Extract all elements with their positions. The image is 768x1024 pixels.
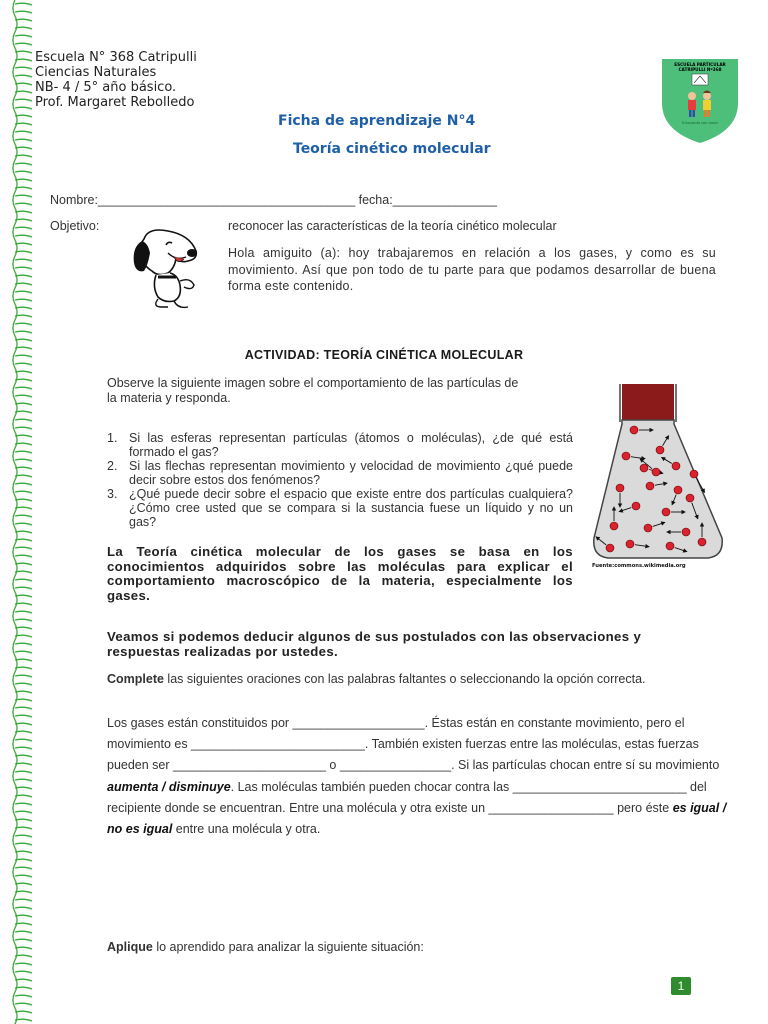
observe-instructions: Observe la siguiente imagen sobre el comportamiento de las partículas de la materia y responda. <box>107 376 519 405</box>
question-item: 2. Si las flechas representan movimiento y velocidad de movimiento ¿qué puede decir sobre estos dos fenómenos? <box>107 459 573 487</box>
complete-instructions <box>107 672 697 687</box>
objective-label: Objetivo: <box>50 219 100 233</box>
fill-text-2: . Las moléculas también pueden chocar contra las _________________________ del recipiente donde se encuentran. Entre una molécula y otra existe un __________________ pero éste <box>107 779 707 815</box>
gas-particles-flask <box>590 378 730 573</box>
apply-keyword: Aplique <box>107 940 153 954</box>
figure-source: Fuente:commons.wikimedia.org <box>592 563 686 569</box>
teacher-name: Prof. Margaret Rebolledo <box>35 95 195 110</box>
activity-title: ACTIVIDAD: TEORÍA CINÉTICA MOLECULAR <box>244 348 524 362</box>
topic-title: Teoría cinético molecular <box>293 141 491 157</box>
option-disminuye[interactable]: disminuye <box>168 779 231 794</box>
deduce-postulates: Veamos si podemos deducir algunos de sus postulados con las observaciones y respuestas realizadas por ustedes. <box>107 629 642 659</box>
school-logo <box>660 55 740 145</box>
fill-text-3: entre una molécula y otra. <box>172 822 321 837</box>
logo-motto: Educando con amor <box>682 121 718 125</box>
page-number: 1 <box>671 977 691 995</box>
school-name: Escuela N° 368 Catripulli <box>35 50 197 65</box>
subject-name: Ciencias Naturales <box>35 65 157 80</box>
fill-text-1: Los gases están constituidos por ___________________. Éstas están en constante movimiento, pero el movimiento es _________________________. También existen fuerzas entre las moléculas, estas fuerzas pueden ser ______________________ o ________________. Si las partículas chocan entre sí su movimiento <box>107 716 720 773</box>
logo-text-2: CATRIPULLI Nº368 <box>678 67 722 72</box>
question-item: 3. ¿Qué puede decir sobre el espacio que existe entre dos partículas cualquiera? ¿Cómo cree usted que se compara si la sustancia fuese un líquido y no un gas? <box>107 487 573 529</box>
complete-rest: las siguientes oraciones con las palabras faltantes o seleccionando la opción correcta. <box>163 672 646 686</box>
vine-border <box>0 0 34 1024</box>
grade-level: NB- 4 / 5° año básico. <box>35 80 177 95</box>
option-aumenta[interactable]: aumenta <box>107 779 159 794</box>
complete-keyword: Complete <box>107 672 164 686</box>
question-item: 1. Si las esferas representan partículas (átomos o moléculas), ¿de qué está formado el gas? <box>107 431 573 459</box>
snoopy-illustration <box>128 225 208 310</box>
logo-text-1: ESCUELA PARTICULAR <box>674 62 726 67</box>
name-date-line: Nombre:_____________________________________ fecha:_______________ <box>50 193 497 207</box>
objective-text: reconocer las características de la teoría cinético molecular <box>228 219 557 233</box>
theory-statement: La Teoría cinética molecular de los gases se basa en los conocimientos adquiridos sobre las moléculas para explicar el comportamiento macroscópico de la materia, especialmente los gases. <box>107 544 573 603</box>
intro-paragraph: Hola amiguito (a): hoy trabajaremos en relación a los gases, y como es su movimiento. Así que pon todo de tu parte para que podamos desarrollar de buena forma este contenido. <box>228 246 716 293</box>
apply-instructions <box>107 940 424 954</box>
option-es-igual[interactable]: es igual <box>672 800 720 815</box>
question-list <box>107 431 573 529</box>
apply-rest: lo aprendido para analizar la siguiente situación: <box>152 940 424 954</box>
school-header <box>35 50 197 110</box>
fill-in-paragraph: Los gases están constituidos por ___________________. Éstas están en constante movimiento, pero el movimiento es _________________________. También existen fuerzas entre las moléculas, estas fuerzas pueden ser ______________________ o ________________. Si las partículas chocan entre sí su movimiento aumenta / disminuye. Las moléculas también pueden chocar contra las _________________________ del recipiente donde se encuentran. Entre una molécula y otra existe un __________________ pero éste es igual / no es igual entre una molécula y otra. <box>107 716 727 837</box>
option-no-es-igual[interactable]: no es igual <box>107 822 173 837</box>
worksheet-title: Ficha de aprendizaje N°4 <box>278 113 476 129</box>
